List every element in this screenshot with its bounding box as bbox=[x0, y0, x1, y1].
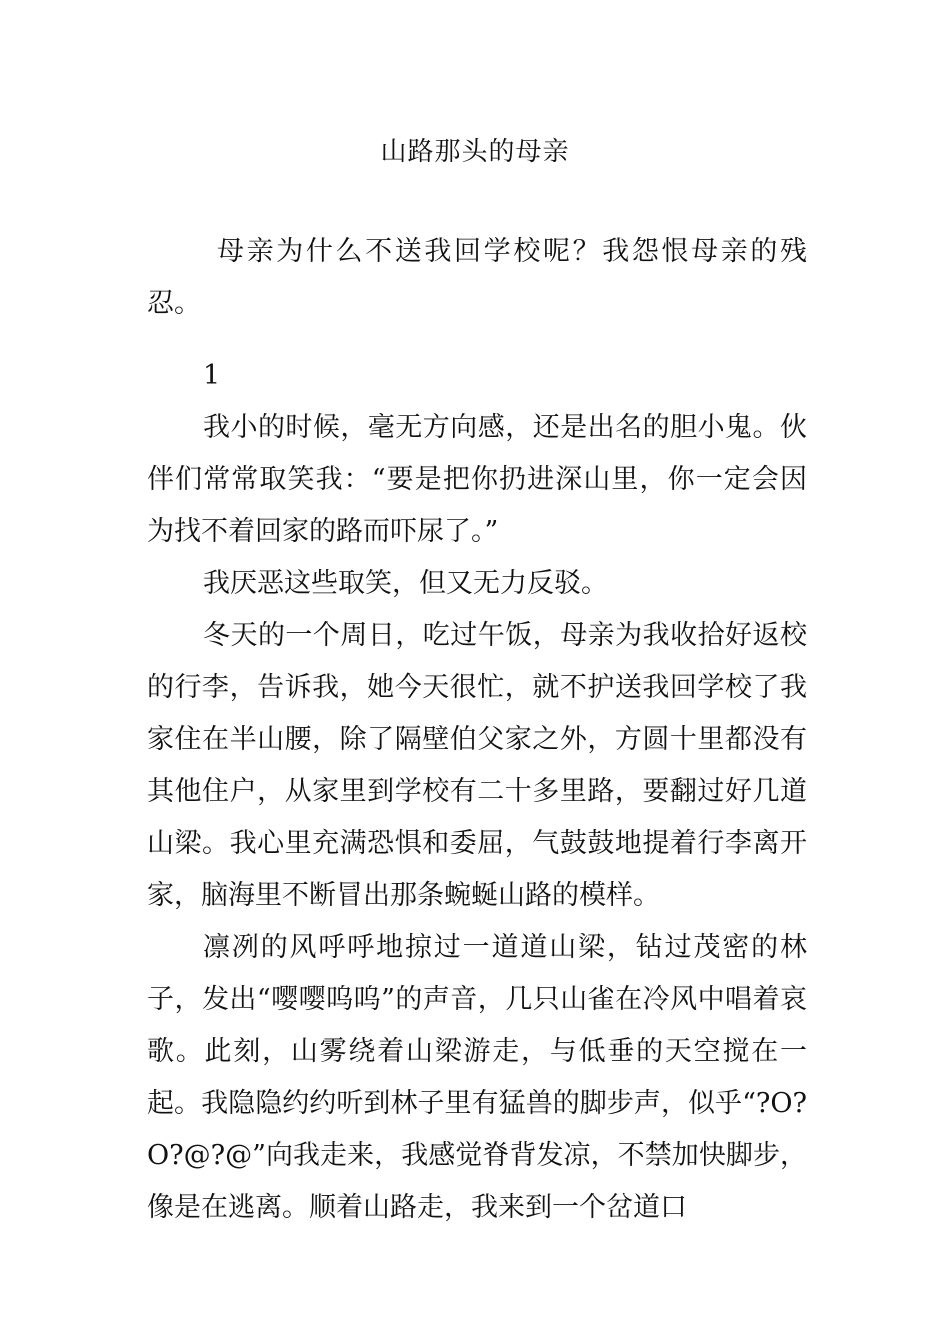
paragraph: 我厌恶这些取笑，但又无力反驳。 bbox=[203, 568, 608, 599]
document-body bbox=[147, 226, 807, 1234]
paragraph: 冬天的一个周日，吃过午饭，母亲为我收拾好返校的行李，告诉我，她今天很忙，就不护送我回学校了我家住在半山腰，除了隔壁伯父家之外，方圆十里都没有其他住户，从家里到学校有二十多里路，要翻过好几道山梁。我心里充满恐惧和委屈，气鼓鼓地提着行李离开家，脑海里不断冒出那条蜿蜒山路的模样。 bbox=[147, 620, 807, 911]
paragraph: 凛冽的风呼呼地掠过一道道山梁，钻过茂密的林子，发出“嘤嘤呜呜”的声音，几只山雀在冷风中唱着哀歌。此刻，山雾绕着山梁游走，与低垂的天空搅在一起。我隐隐约约听到林子里有猛兽的脚步声，似乎“?O?O?@?@”向我走来，我感觉脊背发凉，不禁加快脚步，像是在逃离。顺着山路走，我来到一个岔道口 bbox=[147, 932, 807, 1223]
section-number: 1 bbox=[203, 360, 221, 391]
document-title: 山路那头的母亲 bbox=[380, 137, 570, 167]
intro-paragraph: 母亲为什么不送我回学校呢？我怨恨母亲的残忍。 bbox=[147, 236, 807, 319]
paragraph: 我小的时候，毫无方向感，还是出名的胆小鬼。伙伴们常常取笑我：“要是把你扔进深山里，你一定会因为找不着回家的路而吓尿了。” bbox=[147, 412, 807, 547]
